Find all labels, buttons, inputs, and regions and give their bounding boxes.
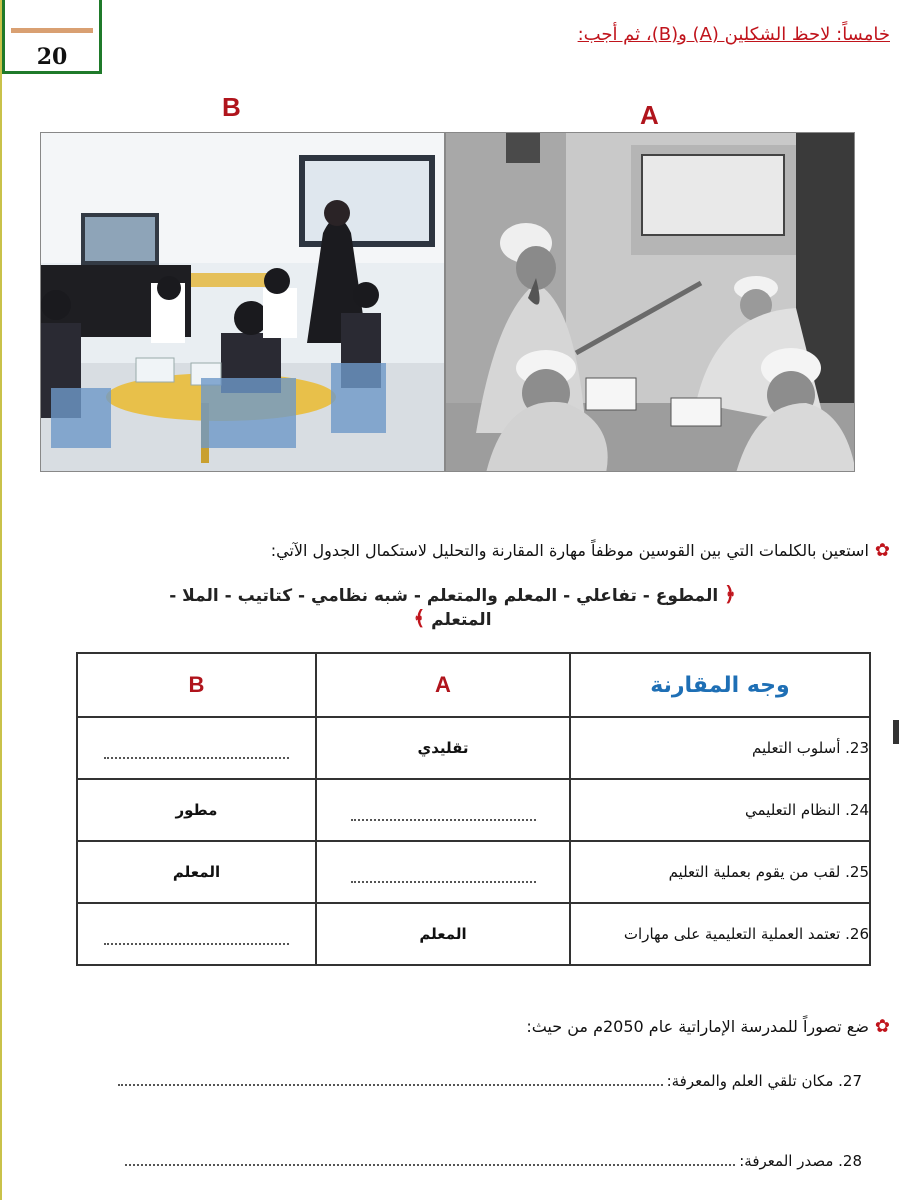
word-bank-close-bracket: ﴾ (413, 606, 426, 630)
answer-a-text: المعلم (419, 925, 467, 943)
table-row (77, 717, 870, 779)
question-27 (118, 1072, 862, 1090)
answer-b-cell[interactable] (77, 903, 316, 965)
page-margin-rule (0, 0, 2, 1200)
answer-a-cell[interactable] (316, 779, 570, 841)
answer-b-text: مطور (175, 801, 218, 819)
answer-b-blank[interactable] (104, 942, 289, 945)
question-28-answer-blank[interactable] (125, 1163, 735, 1166)
answer-a-cell (316, 717, 570, 779)
word-bank-text: المطوع - تفاعلي - المعلم والمتعلم - شبه نظامي - كتاتيب - الملا - المتعلم (169, 586, 719, 630)
section-heading: خامساً: لاحظ الشكلين (A) و(B)، ثم أجب: (577, 24, 890, 45)
flower-bullet-icon: ✿ (874, 540, 890, 561)
answer-a-blank[interactable] (351, 880, 536, 883)
question-27-answer-blank[interactable] (118, 1083, 663, 1086)
flower-bullet-icon: ✿ (874, 1016, 890, 1037)
page-number-box (2, 0, 102, 74)
instruction-compare-text: استعين بالكلمات التي بين القوسين موظفاً مهارة المقارنة والتحليل لاستكمال الجدول الآتي: (270, 541, 869, 560)
question-28-text: 28. مصدر المعرفة: (739, 1152, 862, 1170)
answer-b-cell[interactable] (77, 717, 316, 779)
row-question: 25. لقب من يقوم بعملية التعليم (570, 841, 870, 903)
header-aspect: وجه المقارنة (570, 653, 870, 717)
header-a: A (316, 653, 570, 717)
figure-a-label: A (640, 100, 659, 130)
answer-b-cell (77, 841, 316, 903)
table-row (77, 903, 870, 965)
comparison-table (76, 652, 871, 966)
figure-b-label: B (222, 92, 241, 122)
question-28 (125, 1152, 862, 1170)
page-number: 20 (36, 44, 68, 70)
table-row (77, 779, 870, 841)
answer-a-cell (316, 903, 570, 965)
word-bank (140, 582, 765, 630)
table-row (77, 841, 870, 903)
page-number-bar (11, 28, 93, 33)
row-question: 23. أسلوب التعليم (570, 717, 870, 779)
modern-classroom-photo (40, 132, 445, 472)
answer-b-blank[interactable] (104, 756, 289, 759)
header-b: B (77, 653, 316, 717)
row-question: 26. تعتمد العملية التعليمية على مهارات (570, 903, 870, 965)
instruction-imagine (526, 1016, 890, 1037)
instruction-imagine-text: ضع تصوراً للمدرسة الإماراتية عام 2050م من حيث: (526, 1017, 869, 1036)
word-bank-open-bracket: ﴿ (724, 582, 736, 606)
instruction-compare (271, 540, 890, 561)
answer-a-text: تقليدي (417, 739, 469, 757)
answer-a-blank[interactable] (351, 818, 536, 821)
table-header-row (77, 653, 870, 717)
answer-b-cell (77, 779, 316, 841)
edge-mark (893, 720, 899, 744)
answer-b-text: المعلم (172, 863, 221, 881)
traditional-kuttab-photo (445, 132, 855, 472)
row-question: 24. النظام التعليمي (570, 779, 870, 841)
answer-a-cell[interactable] (316, 841, 570, 903)
question-27-text: 27. مكان تلقي العلم والمعرفة: (666, 1072, 862, 1090)
